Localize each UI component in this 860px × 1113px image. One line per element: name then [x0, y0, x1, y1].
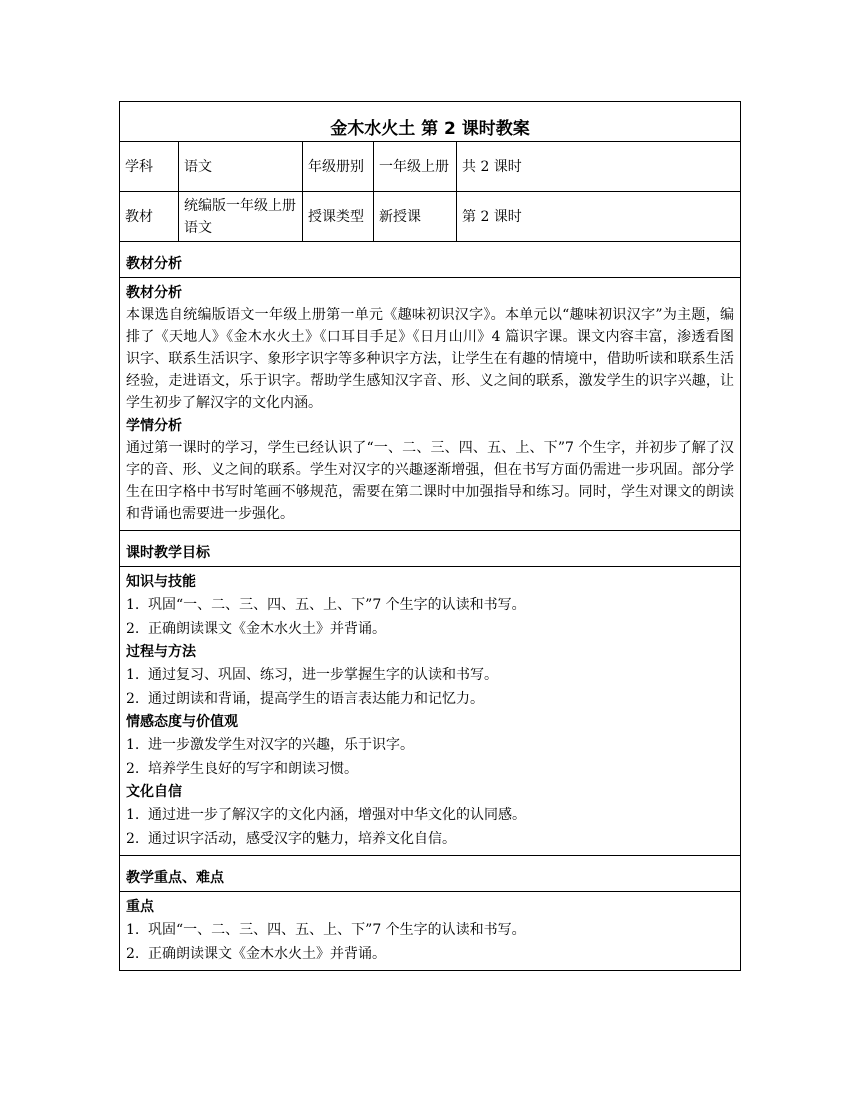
list-number: 2. — [126, 831, 140, 847]
list-text: 通过识字活动，感受汉字的魅力，培养文化自信。 — [148, 831, 456, 847]
lesson-type-value: 新授课 — [374, 192, 457, 242]
objective-group-title: 情感态度与价值观 — [126, 714, 238, 730]
list-item — [126, 663, 734, 687]
list-number: 2. — [126, 691, 140, 707]
list-item — [126, 687, 734, 711]
list-number: 1. — [126, 807, 140, 823]
list-number: 1. — [126, 667, 140, 683]
list-text: 正确朗读课文《金木水火土》并背诵。 — [148, 946, 386, 962]
lesson-plan-table — [119, 101, 741, 971]
list-number: 2. — [126, 621, 140, 637]
list-text: 通过朗读和背诵，提高学生的语言表达能力和记忆力。 — [148, 691, 484, 707]
list-item — [126, 733, 734, 757]
subject-label: 学科 — [120, 142, 179, 192]
objective-group-knowledge — [126, 571, 734, 641]
list-text: 通过复习、巩固、练习，进一步掌握生字的认读和书写。 — [148, 667, 498, 683]
list-number: 2. — [126, 761, 140, 777]
list-text: 巩固“一、二、三、四、五、上、下”7 个生字的认读和书写。 — [148, 597, 526, 613]
list-item — [126, 827, 734, 851]
analysis-heading: 教材分析 — [120, 242, 740, 278]
objectives-heading: 课时教学目标 — [120, 531, 740, 567]
objective-group-title: 过程与方法 — [126, 644, 196, 660]
list-number: 2. — [126, 946, 140, 962]
list-text: 通过进一步了解汉字的文化内涵，增强对中华文化的认同感。 — [148, 807, 526, 823]
list-text: 巩固“一、二、三、四、五、上、下”7 个生字的认读和书写。 — [148, 922, 526, 938]
objective-group-title: 知识与技能 — [126, 574, 196, 590]
lesson-number-value: 第 2 课时 — [457, 192, 740, 242]
objective-group-attitude — [126, 711, 734, 781]
objectives-body — [120, 567, 740, 856]
list-item — [126, 803, 734, 827]
objective-group-title: 文化自信 — [126, 784, 182, 800]
list-number: 1. — [126, 737, 140, 753]
info-grid — [120, 142, 740, 242]
list-text: 正确朗读课文《金木水火土》并背诵。 — [148, 621, 386, 637]
total-lessons-value: 共 2 课时 — [457, 142, 740, 192]
list-number: 1. — [126, 597, 140, 613]
list-item — [126, 757, 734, 781]
list-item — [126, 617, 734, 641]
list-number: 1. — [126, 922, 140, 938]
lesson-type-label: 授课类型 — [303, 192, 374, 242]
list-item — [126, 918, 734, 942]
list-item — [126, 942, 734, 966]
grade-label: 年级册别 — [303, 142, 374, 192]
key-points-subheading: 重点 — [126, 899, 154, 915]
analysis-body — [120, 278, 740, 531]
textbook-label: 教材 — [120, 192, 179, 242]
key-points-heading: 教学重点、难点 — [120, 856, 740, 892]
document-title: 金木水火土 第 2 课时教案 — [120, 102, 740, 142]
key-points-body — [120, 892, 740, 970]
objective-group-culture — [126, 781, 734, 851]
list-item — [126, 593, 734, 617]
textbook-analysis-text: 本课选自统编版语文一年级上册第一单元《趣味初识汉字》。本单元以“趣味初识汉字”为主题，编排了《天地人》《金木水火土》《口耳目手足》《日月山川》4 篇识字课。课文内容丰富，渗透看图识字、联系生活识字、象形字识字等多种识字方法，让学生在有趣的情境中，借助听读和联系生活经验，走进语文，乐于识字。帮助学生感知汉字音、形、义之间的联系，激发学生的识字兴趣，让学生初步了解汉字的文化内涵。 — [126, 307, 734, 411]
grade-value: 一年级上册 — [374, 142, 457, 192]
student-analysis-subheading: 学情分析 — [126, 418, 182, 434]
textbook-value: 统编版一年级上册语文 — [179, 192, 303, 242]
list-text: 培养学生良好的写字和朗读习惯。 — [148, 761, 358, 777]
student-analysis-text: 通过第一课时的学习，学生已经认识了“一、二、三、四、五、上、下”7 个生字，并初步了解了汉字的音、形、义之间的联系。学生对汉字的兴趣逐渐增强，但在书写方面仍需进一步巩固。部分学生在田字格中书写时笔画不够规范，需要在第二课时中加强指导和练习。同时，学生对课文的朗读和背诵也需要进一步强化。 — [126, 440, 734, 522]
textbook-analysis-subheading: 教材分析 — [126, 285, 182, 301]
subject-value: 语文 — [179, 142, 303, 192]
list-text: 进一步激发学生对汉字的兴趣，乐于识字。 — [148, 737, 414, 753]
objective-group-process — [126, 641, 734, 711]
